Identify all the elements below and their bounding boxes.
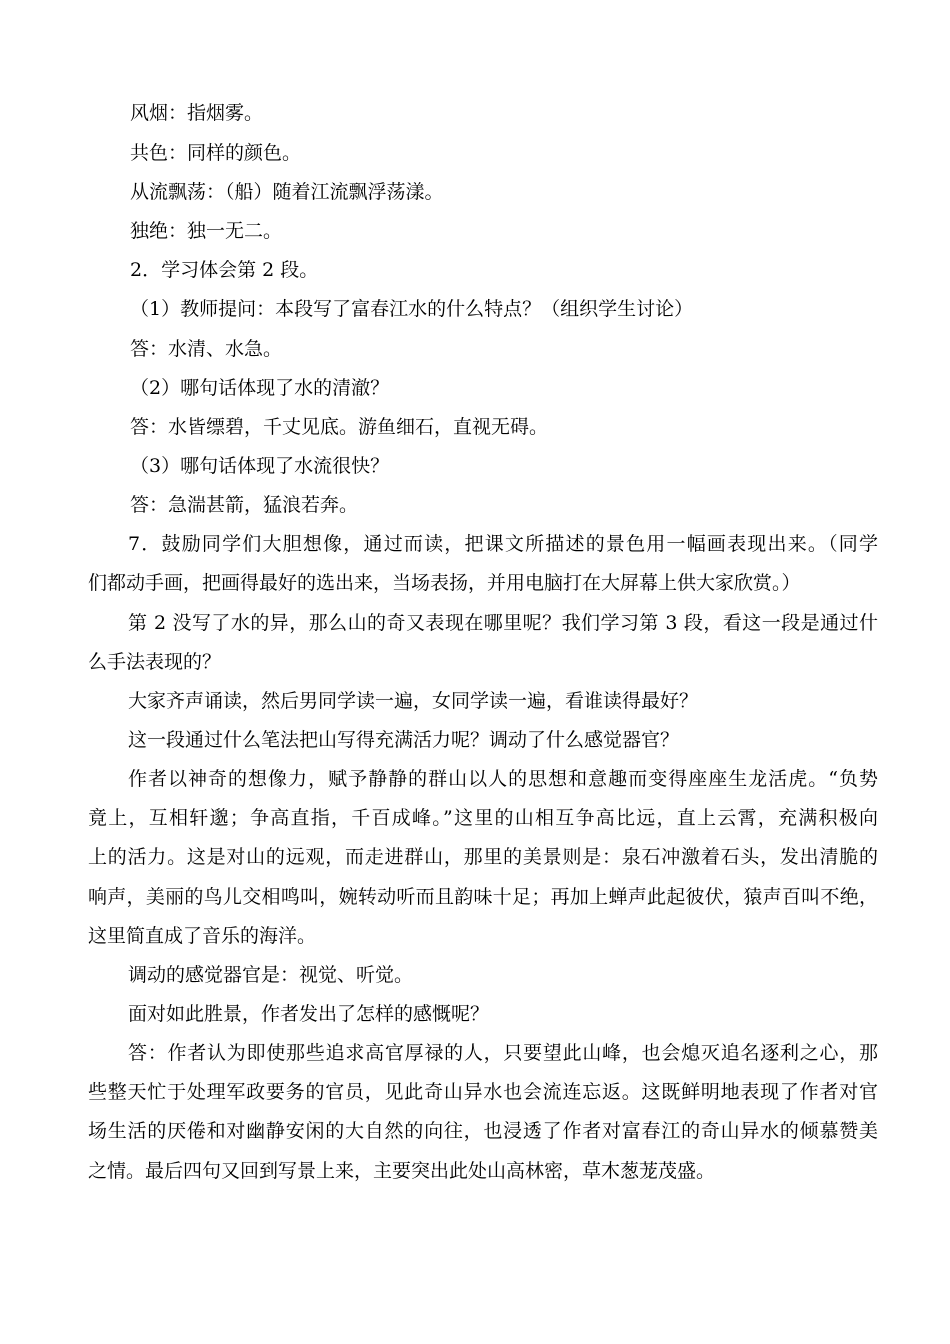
paragraph-line: 大家齐声诵读，然后男同学读一遍，女同学读一遍，看谁读得最好？ [128,690,699,712]
question-2: （2）哪句话体现了水的清澈？ [130,377,390,399]
paragraph-line: 响声，美丽的鸟儿交相鸣叫，婉转动听而且韵味十足；再加上蝉声此起彼伏，猿声百叫不绝， [88,886,878,908]
paragraph-line: 们都动手画，把画得最好的选出来，当场表扬，并用电脑打在大屏幕上供大家欣赏。） [88,572,801,594]
paragraph-line: 之情。最后四句又回到写景上来，主要突出此处山高林密，草木葱茏茂盛。 [88,1160,716,1182]
paragraph-line: 面对如此胜景，作者发出了怎样的感慨呢？ [128,1003,490,1025]
paragraph-line: 场生活的厌倦和对幽静安闲的大自然的向往，也浸透了作者对富春江的奇山异水的倾慕赞美 [88,1120,878,1142]
paragraph-line: 7．鼓励同学们大胆想像，通过而读，把课文所描述的景色用一幅画表现出来。（同学 [128,533,878,555]
paragraph-line: 答：作者认为即使那些追求高官厚禄的人，只要望此山峰，也会熄灭追名逐利之心，那 [128,1042,878,1064]
paragraph-line: 竟上，互相轩邈；争高直指，千百成峰。”这里的山相互争高比远，直上云霄，充满积极向 [88,807,878,829]
definition-congliu: 从流飘荡：（船）随着江流飘浮荡漾。 [130,181,444,203]
paragraph-line: 作者以神奇的想像力，赋予静静的群山以人的思想和意趣而变得座座生龙活虎。“负势 [128,768,878,790]
answer-3: 答：急湍甚箭，猛浪若奔。 [130,494,359,516]
question-3: （3）哪句话体现了水流很快？ [130,455,390,477]
paragraph-line: 些整天忙于处理军政要务的官员，见此奇山异水也会流连忘返。这既鲜明地表现了作者对官 [88,1081,878,1103]
paragraph-line: 这里简直成了音乐的海洋。 [88,925,317,947]
paragraph-line: 上的活力。这是对山的远观，而走进群山，那里的美景则是：泉石冲激着石头，发出清脆的 [88,846,878,868]
paragraph-line: 么手法表现的？ [88,651,222,673]
answer-1: 答：水清、水急。 [130,338,283,360]
definition-fengyan: 风烟：指烟雾。 [130,102,264,124]
paragraph-line: 调动的感觉器官是：视觉、听觉。 [128,964,414,986]
section-heading-2: 2．学习体会第 2 段。 [130,259,319,281]
answer-2: 答：水皆缥碧，千丈见底。游鱼细石，直视无碍。 [130,416,549,438]
definition-dujue: 独绝：独一无二。 [130,220,283,242]
paragraph-line: 这一段通过什么笔法把山写得充满活力呢？调动了什么感觉器官？ [128,729,680,751]
definition-gongse: 共色：同样的颜色。 [130,142,302,164]
question-1: （1）教师提问：本段写了富春江水的什么特点？（组织学生讨论） [130,298,694,320]
paragraph-line: 第 2 没写了水的异，那么山的奇又表现在哪里呢？我们学习第 3 段，看这一段是通过什 [128,612,878,634]
